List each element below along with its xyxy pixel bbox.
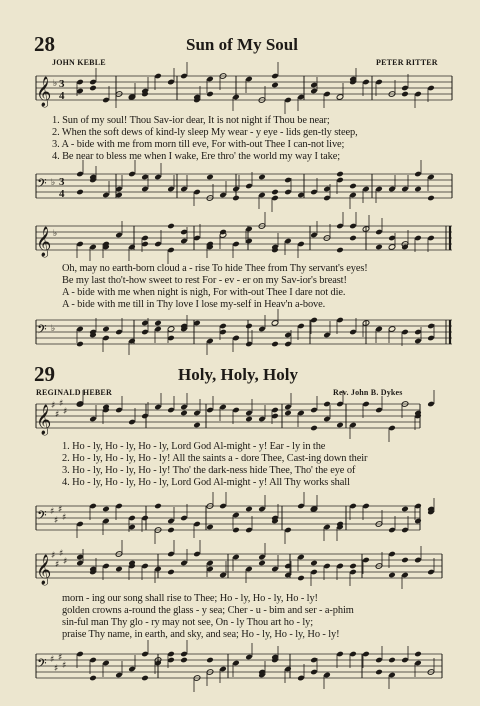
lyric-line: praise Thy name, in earth, and sky, and sea; Ho - ly, Ho - ly, Ho - ly! [62, 629, 340, 640]
note-head [180, 410, 188, 417]
lyric-line: golden crowns a-round the glass - y sea; Cher - u - bim and ser - a-phim [62, 605, 354, 616]
note-head [349, 235, 357, 242]
lyric-line: 4. Ho - ly, Ho - ly, Ho - ly, Lord God Al-might - y! All Thy works shall [62, 477, 350, 488]
hymn-number: 28 [34, 32, 55, 56]
composer-credit: Rev. John B. Dykes [333, 388, 403, 397]
svg-text:♯: ♯ [59, 549, 64, 559]
note-head [271, 341, 279, 348]
hymn-title: Sun of My Soul [186, 35, 298, 54]
svg-text:3: 3 [59, 176, 65, 188]
note-head [284, 410, 292, 417]
treble-staff-28-1 [36, 72, 456, 108]
note-head [271, 189, 279, 196]
lyric-line: 1. Sun of my soul! Thou Sav-ior dear, It is not night if Thou be near; [52, 115, 330, 126]
note-head [310, 425, 318, 432]
svg-text:♯: ♯ [63, 557, 68, 567]
note-head [76, 189, 84, 196]
svg-text:♭: ♭ [53, 79, 58, 89]
note-head [258, 560, 266, 567]
treble-staff-29-2 [36, 550, 456, 586]
svg-text:♯: ♯ [55, 410, 60, 420]
note-head [245, 506, 253, 513]
note-head [336, 247, 344, 254]
lyric-line: sin-ful man Thy glo - ry may not see, On - ly Thou art ho - ly; [62, 617, 314, 628]
bass-staff-28-2 [36, 314, 456, 350]
treble-clef-icon: 𝄞 [36, 405, 52, 435]
lyric-line: A - bide with me when night is nigh, For with-out Thee I dare not die. [62, 287, 346, 298]
svg-text:♯: ♯ [54, 664, 59, 674]
note-head [310, 560, 318, 567]
lyric-line: 3. A - bide with me from morn till eve, For with-out Thee I can-not live; [52, 139, 345, 150]
lyric-line: 3. Ho - ly, Ho - ly, Ho - ly! Tho' the dark-ness hide Thee, Tho' the eye of [62, 465, 356, 476]
svg-text:♯: ♯ [58, 505, 63, 515]
svg-text:♯: ♯ [55, 560, 60, 570]
note-head [193, 422, 201, 429]
note-head [89, 675, 97, 682]
note-head [154, 320, 162, 327]
note-head [115, 566, 123, 573]
svg-text:♯: ♯ [50, 507, 55, 517]
svg-text:♯: ♯ [62, 661, 67, 671]
lyric-line: 2. When the soft dews of kind-ly sleep My wear - y eye - lids gen-tly steep, [52, 127, 358, 138]
note-head [102, 506, 110, 513]
bass-clef-icon: 𝄢 [37, 508, 47, 526]
lyric-line: morn - ing our song shall rise to Thee; Ho - ly, Ho - ly, Ho - ly! [62, 593, 318, 604]
svg-text:♯: ♯ [58, 653, 63, 663]
svg-text:♯: ♯ [50, 655, 55, 665]
svg-text:♯: ♯ [51, 401, 56, 411]
svg-text:♯: ♯ [54, 516, 59, 526]
note-head [349, 563, 357, 570]
lyric-line: 1. Ho - ly, Ho - ly, Ho - ly, Lord God Al-might - y! Ear - ly in the [62, 441, 326, 452]
lyric-line: 4. Be near to bless me when I wake, Ere thro' the world my way I take; [52, 151, 341, 162]
lyric-line: Be my last tho't-how sweet to rest For - ev - er on my Sav-ior's breast! [62, 275, 347, 286]
note-head [102, 326, 110, 333]
note-head [336, 422, 344, 429]
note-head [154, 503, 162, 510]
note-head [297, 575, 305, 582]
note-head [258, 174, 266, 181]
bass-clef-icon: 𝄢 [37, 322, 47, 340]
note-head [375, 244, 383, 251]
svg-text:4: 4 [59, 90, 65, 102]
note-head [401, 506, 409, 513]
note-head [388, 657, 396, 664]
note-head [375, 669, 383, 676]
note-head [180, 657, 188, 664]
note-head [232, 195, 240, 202]
note-head [401, 557, 409, 564]
note-head [167, 569, 175, 576]
svg-text:4: 4 [59, 188, 65, 200]
svg-text:♭: ♭ [51, 324, 56, 334]
note-head [141, 675, 149, 682]
treble-clef-icon: 𝄞 [36, 227, 52, 257]
lyric-line: 2. Ho - ly, Ho - ly, Ho - ly! All the saints a - dore Thee, Cast-ing down their [62, 453, 368, 464]
note-head [427, 195, 435, 202]
note-head [414, 651, 422, 658]
svg-text:3: 3 [59, 78, 65, 90]
lyricist-credit: JOHN KEBLE [52, 58, 106, 67]
note-head [167, 223, 175, 230]
bass-staff-28-1 [36, 168, 456, 204]
lyric-line: Oh, may no earth-born cloud a - rise To hide Thee from Thy servant's eyes! [62, 263, 368, 274]
note-head [206, 657, 214, 664]
bass-staff-29-1 [36, 500, 456, 536]
note-head [401, 91, 409, 98]
note-head [336, 171, 344, 178]
note-head [349, 183, 357, 190]
note-head [167, 527, 175, 534]
treble-clef-icon: 𝄞 [36, 77, 52, 107]
note-head [414, 186, 422, 193]
svg-text:♯: ♯ [62, 513, 67, 523]
note-head [89, 85, 97, 92]
bass-clef-icon: 𝄢 [37, 656, 47, 674]
note-head [206, 174, 214, 181]
svg-text:♯: ♯ [59, 399, 64, 409]
note-head [271, 82, 279, 89]
hymn-title: Holy, Holy, Holy [178, 365, 298, 384]
lyricist-credit: REGINALD HEBER [36, 388, 112, 397]
bass-staff-29-2 [36, 648, 456, 684]
treble-staff-29-1 [36, 400, 456, 436]
treble-staff-28-2 [36, 222, 456, 258]
lyric-line: A - bide with me till in Thy love I lose my-self in Heav'n a-bove. [62, 299, 326, 310]
svg-text:♯: ♯ [63, 407, 68, 417]
composer-credit: PETER RITTER [376, 58, 438, 67]
note-head [388, 572, 396, 579]
note-head [245, 323, 253, 330]
hymn-number: 29 [34, 362, 55, 386]
treble-clef-icon: 𝄞 [36, 555, 52, 585]
note-head [206, 524, 214, 531]
svg-text:♭: ♭ [53, 229, 58, 239]
note-head [245, 416, 253, 423]
bass-clef-icon: 𝄢 [37, 176, 47, 194]
svg-text:♯: ♯ [51, 551, 56, 561]
svg-text:♭: ♭ [51, 178, 56, 188]
